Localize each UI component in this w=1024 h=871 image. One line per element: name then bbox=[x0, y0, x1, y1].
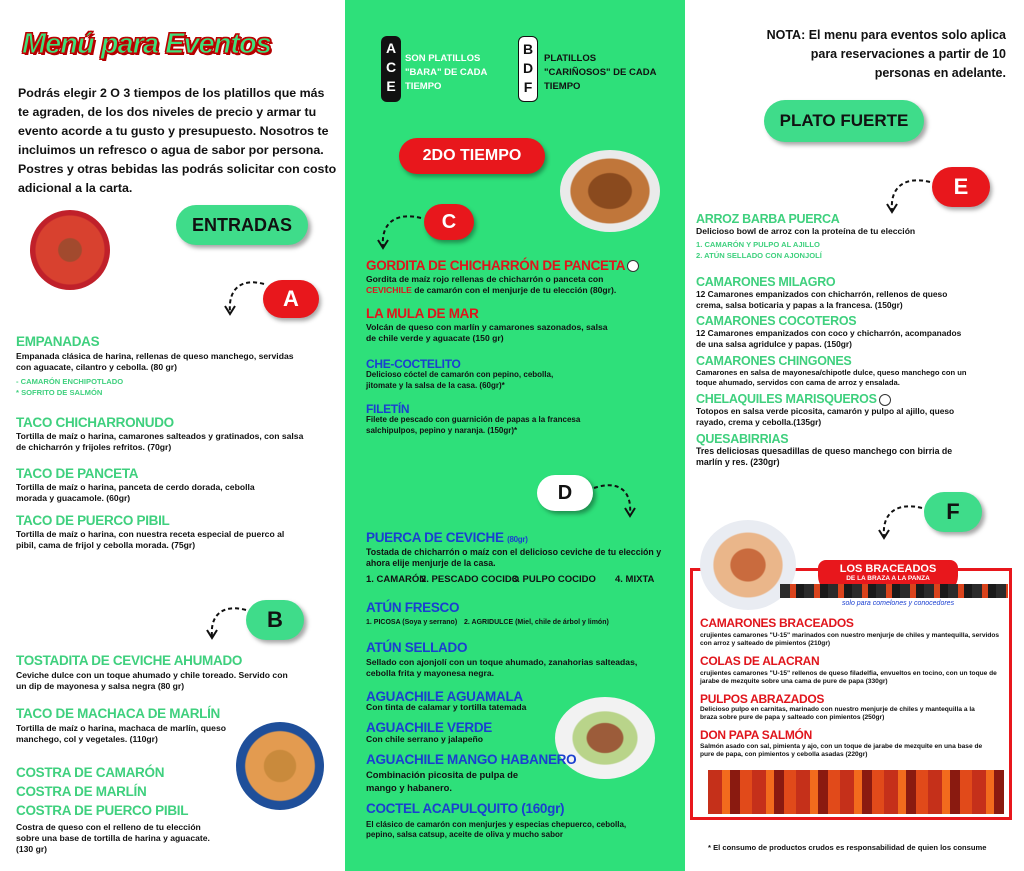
sub-arroz-1: 1. CAMARÓN Y PULPO AL AJILLO bbox=[696, 240, 820, 249]
segundo-tiempo-bubble: 2DO TIEMPO bbox=[399, 138, 545, 174]
desc-gordita-2: de camarón con el menjurje de tu elección (80gr). bbox=[411, 285, 617, 295]
desc-quesabirrias: Tres deliciosas quesadillas de queso manchego con birria de marlín y res. (230gr) bbox=[696, 446, 953, 467]
letter-e-bubble: E bbox=[932, 167, 990, 207]
item-mula-de-mar: LA MULA DE MAR bbox=[366, 306, 479, 321]
item-coctel-acapulquito: COCTEL ACAPULQUITO (160gr) bbox=[366, 801, 565, 816]
ace-legend-box bbox=[381, 36, 401, 102]
item-camarones-chingones: CAMARONES CHINGONES bbox=[696, 354, 852, 368]
intro-text: Podrás elegir 2 O 3 tiempos de los platillos que más te agraden, de los dos niveles de precio y armar tu evento acorde a tu gusto y presupuesto. Nosotros te incluimos un refresco o agua de sabor por persona. Postres y otras bebidas las podrás solicitar con costo adicional a la carta. bbox=[18, 86, 337, 195]
item-che-coctelito: CHE-COCTELITO bbox=[366, 357, 461, 371]
bdf-letter-2: D bbox=[522, 60, 534, 76]
desc-colas-de-alacran: crujientes camarones "U-15" rellenos de queso filadelfia, envueltos en tocino, con un toque de jarabe de mezquite sobre una cama de pure de papa (330gr) bbox=[700, 670, 997, 685]
letter-d-bubble: D bbox=[537, 475, 593, 511]
item-taco-chicharronudo: TACO CHICHARRONUDO bbox=[16, 415, 174, 430]
item-camarones-cocoteros: CAMARONES COCOTEROS bbox=[696, 314, 857, 328]
item-empanadas: EMPANADAS bbox=[16, 334, 100, 349]
desc-taco-panceta: Tortilla de maíz o harina, panceta de cerdo dorada, cebolla morada y guacamole. (60gr) bbox=[16, 482, 255, 503]
atun-fresco-opt-1: 1. PICOSA (Soya y serrano) bbox=[366, 619, 458, 626]
bdf-legend-text: PLATILLOS "CARIÑOSOS" DE CADA TIEMPO bbox=[544, 53, 657, 92]
desc-arroz: Delicioso bowl de arroz con la proteína de tu elección bbox=[696, 226, 916, 236]
item-costra-camaron: COSTRA DE CAMARÓN bbox=[16, 765, 165, 780]
bdf-legend-box bbox=[518, 36, 538, 102]
item-colas-de-alacran: COLAS DE ALACRAN bbox=[700, 654, 820, 668]
arrow-b-icon bbox=[206, 604, 250, 642]
desc-camarones-braceados: crujientes camarones "U-15" marinados con nuestro menjurje de chiles y mantequilla, servidos con arroz y salteado de pimientos (210gr) bbox=[700, 632, 1000, 647]
puerca-opt-4: 4. MIXTA bbox=[615, 574, 655, 585]
plato-fuerte-bubble: PLATO FUERTE bbox=[764, 100, 924, 142]
entradas-dish-photo bbox=[30, 210, 110, 290]
item-aguachile-aguamala: AGUACHILE AGUAMALA bbox=[366, 689, 523, 704]
machaca-dish-photo bbox=[236, 722, 324, 810]
item-don-papa-salmon: DON PAPA SALMÓN bbox=[700, 728, 812, 742]
house-special-icon bbox=[879, 394, 891, 406]
desc-cocoteros: 12 Camarones empanizados con coco y chicharrón, acompanados de una salsa agridulce y papas. (150gr) bbox=[696, 328, 962, 349]
desc-empanadas: Empanada clásica de harina, rellenas de queso manchego, servidas con aguacate, cilantro y cebolla. (80 gr) bbox=[16, 351, 294, 372]
item-taco-pibil: TACO DE PUERCO PIBIL bbox=[16, 513, 170, 528]
desc-chelaquiles: Totopos en salsa verde picosita, camarón y pulpo al ajillo, queso rayado, crema y cebolla.(135gr) bbox=[696, 406, 955, 427]
desc-verde: Con chile serrano y jalapeño bbox=[366, 734, 484, 744]
desc-gordita bbox=[366, 274, 626, 296]
item-taco-machaca: TACO DE MACHACA DE MARLÍN bbox=[16, 706, 220, 721]
desc-coctel: El clásico de camarón con menjurjes y especias chepuerco, cebolla, pepino, salsa catsup, aceite de oliva y mucho sabor bbox=[366, 820, 627, 839]
desc-mula-de-mar: Volcán de queso con marlín y camarones sazonados, salsa de chile verde y aguacate (150 gr) bbox=[366, 322, 608, 343]
sub-arroz-2: 2. ATÚN SELLADO CON AJONJOLÍ bbox=[696, 251, 822, 260]
letter-b-bubble: B bbox=[246, 600, 304, 640]
desc-tostadita: Ceviche dulce con un toque ahumado y chile toreado. Servido con un dip de mayonesa y salsa negra (80 gr) bbox=[16, 670, 288, 691]
desc-costras: Costra de queso con el relleno de tu elección sobre una base de tortilla de harina y aguacate. (130 gr) bbox=[16, 822, 210, 854]
item-atun-fresco: ATÚN FRESCO bbox=[366, 600, 460, 615]
item-gordita bbox=[366, 258, 639, 273]
item-mango-habanero: AGUACHILE MANGO HABANERO bbox=[366, 752, 577, 767]
page-title: Menú para Eventos bbox=[22, 28, 271, 60]
arrow-a-icon bbox=[222, 278, 268, 318]
sub-empanadas-1: - CAMARÓN ENCHIPOTLADO bbox=[16, 377, 124, 386]
arrow-e-icon bbox=[884, 176, 934, 216]
entradas-header-bubble: ENTRADAS bbox=[176, 205, 308, 245]
ace-letter-1: A bbox=[385, 40, 397, 56]
item-camarones-milagro: CAMARONES MILAGRO bbox=[696, 275, 836, 289]
item-chelaquiles bbox=[696, 392, 891, 407]
item-aguachile-verde: AGUACHILE VERDE bbox=[366, 720, 493, 735]
item-gordita-name: GORDITA DE CHICHARRÓN DE PANCETA bbox=[366, 258, 626, 273]
item-puerca-ceviche bbox=[366, 530, 528, 547]
item-chelaquiles-name: CHELAQUILES MARISQUEROS bbox=[696, 392, 877, 406]
desc-gordita-1: Gordita de maíz rojo rellenas de chicharrón o panceta con bbox=[366, 274, 604, 284]
sub-empanadas-2: * SOFRITO DE SALMÓN bbox=[16, 388, 103, 397]
item-quesabirrias: QUESABIRRIAS bbox=[696, 432, 789, 446]
desc-filetin: Filete de pescado con guarnición de papas a la francesa salchipulpos, pepino y naranja. (150gr)* bbox=[366, 415, 581, 435]
arrow-c-icon bbox=[375, 212, 425, 252]
desc-chingones: Camarones en salsa de mayonesa/chipotle dulce, queso manchego con un toque ahumado, servidos con cama de arroz y ensalada. bbox=[696, 368, 967, 387]
bdf-letter-1: B bbox=[522, 41, 534, 57]
desc-taco-pibil: Tortilla de maíz o harina, con nuestra receta especial de puerco al pibil, cama de frijol y cebolla morada. (75gr) bbox=[16, 529, 285, 550]
desc-puerca: Tostada de chicharrón o maíz con el delicioso ceviche de tu elección y ahora elije menjurje de la casa. bbox=[366, 547, 662, 568]
letter-f-bubble: F bbox=[924, 492, 982, 532]
item-camarones-braceados: CAMARONES BRACEADOS bbox=[700, 616, 854, 630]
puerca-opt-2: 2. PESCADO COCIDO bbox=[421, 574, 520, 585]
ace-legend-text: SON PLATILLOS "BARA" DE CADA TIEMPO bbox=[405, 53, 488, 92]
item-atun-sellado: ATÚN SELLADO bbox=[366, 640, 468, 655]
item-puerca-name: PUERCA DE CEVICHE bbox=[366, 530, 504, 545]
letter-c-bubble: C bbox=[424, 204, 474, 240]
bdf-letter-3: F bbox=[523, 79, 533, 95]
nota-text: NOTA: El menu para eventos solo aplica para reservaciones a partir de 10 personas en adelante. bbox=[766, 28, 1006, 80]
footnote: * El consumo de productos crudos es responsabilidad de quien los consume bbox=[708, 843, 987, 852]
item-puerca-weight: (80gr) bbox=[507, 535, 528, 544]
desc-aguamala: Con tinta de calamar y tortilla tatemada bbox=[366, 702, 527, 712]
desc-habanero: Combinación picosita de pulpa de mango y habanero. bbox=[366, 769, 519, 793]
desc-che-coctelito: Delicioso cóctel de camarón con pepino, cebolla, jitomate y la salsa de la casa. (60gr)* bbox=[366, 370, 554, 390]
segundo-dish-photo bbox=[560, 150, 660, 232]
desc-pulpos-abrazados: Delicioso pulpo en carnitas, marinado con nuestro menjurje de chiles y mantequilla a la braza sobre pure de papa y salteado con pimientos (250gr) bbox=[700, 706, 975, 721]
ace-letter-2: C bbox=[385, 59, 397, 75]
desc-don-papa-salmon: Salmón asado con sal, pimienta y ajo, con un toque de jarabe de mezquite en una base de pure de papa, con pimientos y cebolla asadas (220gr) bbox=[700, 743, 983, 758]
desc-taco-machaca: Tortilla de maíz o harina, machaca de marlín, queso manchego, col y vegetales. (110gr) bbox=[16, 723, 226, 744]
puerca-opt-3: 3. PULPO COCIDO bbox=[512, 574, 596, 585]
item-pulpos-abrazados: PULPOS ABRAZADOS bbox=[700, 692, 825, 706]
coals-top-decor bbox=[780, 584, 1008, 598]
puerca-opt-1: 1. CAMARÓN bbox=[366, 574, 427, 585]
desc-milagro: 12 Camarones empanizados con chicharrón, rellenos de queso crema, salsa boticaria y papas a la francesa. (150gr) bbox=[696, 289, 948, 310]
desc-gordita-hl: CEVICHILE bbox=[366, 285, 412, 295]
letter-a-bubble: A bbox=[263, 280, 319, 318]
ace-letter-3: E bbox=[386, 78, 396, 94]
braceados-logo-title: LOS BRACEADOS bbox=[839, 563, 937, 575]
item-tostadita: TOSTADITA DE CEVICHE AHUMADO bbox=[16, 653, 243, 668]
item-taco-panceta: TACO DE PANCETA bbox=[16, 466, 139, 481]
item-costra-pibil: COSTRA DE PUERCO PIBIL bbox=[16, 803, 189, 818]
item-arroz-barba-puerca: ARROZ BARBA PUERCA bbox=[696, 212, 840, 226]
desc-atun-sellado: Sellado con ajonjolí con un toque ahumado, zanahorias salteadas, cebolla frita y mayonesa negra. bbox=[366, 657, 638, 678]
coals-bottom-decor bbox=[708, 770, 1004, 814]
atun-fresco-opt-2: 2. AGRIDULCE (Miel, chile de árbol y limón) bbox=[464, 619, 609, 626]
braceados-tagline: solo para comelones y conocedores bbox=[842, 600, 955, 607]
item-filetin: FILETÍN bbox=[366, 402, 410, 416]
braceados-logo-sub: DE LA BRAZA A LA PANZA bbox=[846, 575, 930, 582]
arrow-d-icon bbox=[592, 480, 638, 520]
desc-taco-chicharronudo: Tortilla de maíz o harina, camarones salteados y gratinados, con salsa de chicharrón y frijoles refritos. (70gr) bbox=[16, 431, 304, 452]
house-special-icon bbox=[627, 260, 639, 272]
arrow-f-icon bbox=[876, 502, 926, 542]
item-costra-marlin: COSTRA DE MARLÍN bbox=[16, 784, 147, 799]
